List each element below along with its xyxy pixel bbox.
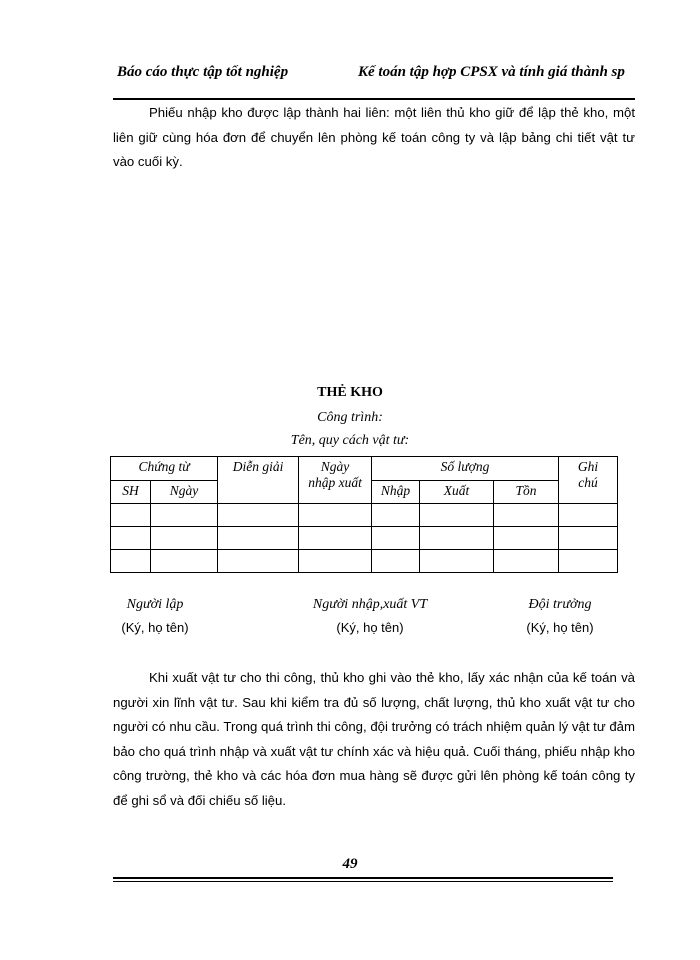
col-ngay-nhap-xuat [299,457,372,504]
col-chung-tu: Chứng từ [111,457,218,481]
col-so-luong: Số lượng [372,457,559,481]
header-rule [113,98,635,100]
footer-rule [113,877,613,879]
page-header-right: Kế toán tập hợp CPSX và tính giá thành sp [358,64,625,80]
stock-card-title: THẺ KHO [317,385,383,400]
ghi-chu-line1: Ghi [577,459,599,474]
page-number: 49 [342,856,358,872]
signature-team-leader [505,597,615,635]
col-ngay: Ngày [151,481,218,504]
table-row [111,504,618,527]
ngay-nx-line2: nhập xuất [308,475,362,490]
stock-card-table [110,456,618,573]
col-xuat: Xuất [420,481,494,504]
table-row [111,550,618,573]
table-row [111,527,618,550]
col-nhap: Nhập [372,481,420,504]
signature-note: (Ký, họ tên) [121,620,189,635]
material-label: Tên, quy cách vật tư: [290,433,410,448]
signature-storekeeper [280,597,460,635]
page-header-left: Báo cáo thực tập tốt nghiệp [117,64,289,80]
intro-paragraph: Phiếu nhập kho được lập thành hai liên: một liên thủ kho giữ để lập thẻ kho, một liên giữ cùng hóa đơn để chuyển lên phòng kế toán công ty và lập bảng chi tiết vật tư vào cuối kỳ. [113,105,635,169]
col-ghi-chu [559,457,618,504]
signature-preparer [105,597,205,635]
col-ton: Tồn [494,481,559,504]
footer-rule-thin [113,881,613,882]
col-sh: SH [111,481,151,504]
signature-note: (Ký, họ tên) [526,620,594,635]
col-dien-giai: Diễn giải [218,457,299,504]
signature-role: Người lập [126,597,184,612]
signature-note: (Ký, họ tên) [336,620,404,635]
ghi-chu-line2: chú [578,475,598,490]
project-label: Công trình: [317,410,383,425]
signature-role: Người nhập,xuất VT [312,597,428,612]
body-paragraph: Khi xuất vật tư cho thi công, thủ kho ghi vào thẻ kho, lấy xác nhận của kế toán và người xin lĩnh vật tư. Sau khi kiểm tra đủ số lượng, chất lượng, thủ kho xuất vật tư cho người có nhu cầu. Trong quá trình thi công, đội trưởng có trách nhiệm quản lý vật tư đảm bảo cho quá trình nhập và xuất vật tư chính xác và hiệu quả. Cuối tháng, phiếu nhập kho công trường, thẻ kho và các hóa đơn mua hàng sẽ được gửi lên phòng kế toán công ty để ghi sổ và đối chiếu số liệu. [113,670,635,808]
signature-role: Đội trưởng [528,597,592,612]
ngay-nx-line1: Ngày [320,459,350,474]
